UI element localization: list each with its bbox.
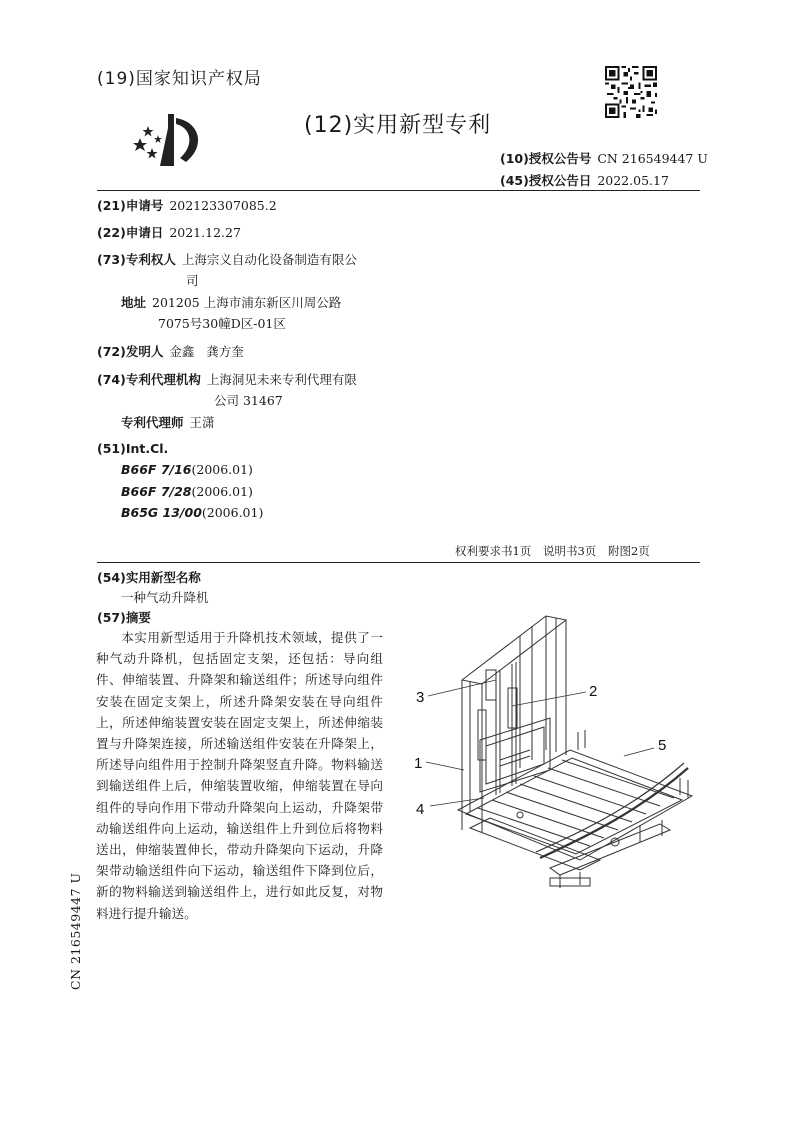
ipc-code: B66F 7/28	[121, 484, 192, 499]
inventor-label: (72)发明人	[97, 344, 164, 359]
patentee-row	[97, 250, 357, 268]
publication-number-label: (10)授权公告号	[500, 151, 592, 166]
issuing-office: (19)国家知识产权局	[97, 69, 262, 89]
int-cl-label: (51)Int.Cl.	[97, 441, 169, 456]
agency-label: (74)专利代理机构	[97, 372, 201, 387]
abstract-text: 本实用新型适用于升降机技术领域，提供了一种气动升降机，包括固定支架，还包括：导向组件、伸缩装置、升降架和输送组件；所述导向组件安装在固定支架上，所述升降架安装在导向组件上，所述伸缩装置安装在固定支架上，所述伸缩装置与升降架连接，所述输送组件安装在升降架上，所述导向组件用于控制升降架竖直升降。物料输送到输送组件上后，伸缩装置收缩，伸缩装置在导向组件的导向作用下带动升降架向上运动，升降架带动输送组件向上运动，输送组件上升到位后将物料送出，伸缩装置伸长，带动升降架向下运动，升降架带动输送组件向下运动，输送组件下降到位后，新的物料输送到输送组件上，进行如此反复，对物料进行提升输送。	[96, 630, 383, 921]
address-row	[121, 293, 341, 311]
ipc-version: (2006.01)	[191, 484, 253, 499]
application-date-row	[97, 223, 241, 241]
publication-number: CN 216549447 U	[597, 151, 708, 166]
agency-row	[97, 370, 357, 388]
application-date: 2021.12.27	[169, 225, 241, 240]
section-rule	[97, 562, 700, 563]
publication-number-row	[500, 149, 708, 167]
document-type: (12)实用新型专利	[304, 113, 492, 138]
agency-continuation: 公司 31467	[214, 393, 283, 408]
ipc-version: (2006.01)	[191, 462, 253, 477]
publication-date-label: (45)授权公告日	[500, 173, 592, 188]
ipc-version: (2006.01)	[201, 505, 264, 520]
callout-1: 1	[414, 755, 423, 772]
patentee: 上海宗义自动化设备制造有限公	[181, 252, 357, 267]
address-label: 地址	[121, 295, 147, 310]
patentee-label: (73)专利权人	[97, 252, 176, 267]
cnipa-logo	[130, 108, 208, 168]
header-rule	[97, 190, 700, 191]
abstract-label: (57)摘要	[97, 610, 151, 625]
publication-date: 2022.05.17	[597, 173, 669, 188]
agent: 王潇	[189, 415, 215, 430]
abstract-label-row	[97, 608, 151, 626]
utility-model-title: 一种气动升降机	[121, 590, 209, 605]
ipc-entry	[121, 505, 263, 520]
agent-row	[121, 413, 215, 431]
ipc-entry	[121, 462, 253, 477]
inventor-row	[97, 342, 244, 360]
title-label-row	[97, 568, 201, 586]
callout-5: 5	[658, 737, 667, 754]
lifter-drawing	[400, 610, 700, 900]
agency: 上海洞见未来专利代理有限	[206, 372, 357, 387]
inventors: 金鑫 龚方奎	[169, 344, 244, 359]
application-number: 202123307085.2	[169, 198, 277, 213]
ipc-entry	[121, 484, 253, 499]
publication-date-row	[500, 171, 669, 189]
side-publication-number: CN 216549447 U	[68, 872, 83, 990]
callout-4: 4	[416, 801, 425, 818]
qr-code	[605, 66, 657, 118]
ipc-code: B66F 7/16	[121, 462, 192, 477]
callout-3: 3	[416, 689, 425, 706]
application-number-row	[97, 196, 277, 214]
callout-2: 2	[589, 683, 598, 700]
address-continuation: 7075号30幢D区-01区	[158, 316, 286, 331]
application-date-label: (22)申请日	[97, 225, 164, 240]
title-label: (54)实用新型名称	[97, 570, 201, 585]
int-cl-row	[97, 441, 168, 456]
address: 201205 上海市浦东新区川周公路	[152, 295, 342, 310]
page-count-info: 权利要求书1页 说明书3页 附图2页	[455, 544, 650, 558]
ipc-code: B65G 13/00	[121, 505, 202, 520]
patentee-continuation: 司	[186, 273, 199, 288]
application-number-label: (21)申请号	[97, 198, 164, 213]
agent-label: 专利代理师	[121, 415, 184, 430]
